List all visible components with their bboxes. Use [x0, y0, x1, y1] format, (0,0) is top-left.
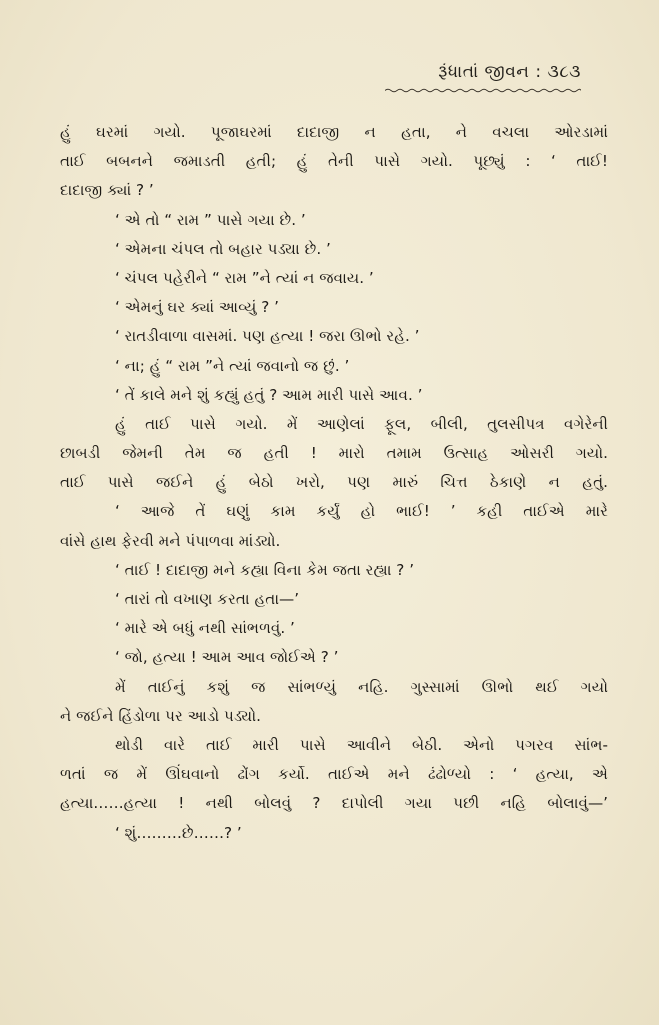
text-line: ‘ ચંપલ પહેરીને “ રામ ”ને ત્યાં ન જવાય. ’ — [115, 268, 374, 287]
text-line: ‘ જો, હત્યા ! આમ આવ જોઈએ ? ’ — [115, 648, 339, 667]
text-line: ‘ તેં કાલે મને શું કહ્યું હતું ? આમ મારી પાસે આવ. ’ — [115, 385, 423, 404]
body-text — [60, 118, 608, 848]
text-line: ‘ તારાં તો વખાણ કરતા હતા—’ — [115, 590, 300, 608]
text-line: છાબડી જેમની તેમ જ હતી ! મારો તમામ ઉત્સાહ ઓસરી ગયો. — [60, 444, 608, 463]
text-line: ‘ એમનું ઘર ક્યાં આવ્યું ? ’ — [115, 298, 280, 317]
text-line: ળતાં જ મેં ઊંઘવાનો ઢોંગ કર્યો. તાઈએ મને ઢંઢોળ્યો : ‘ હત્યા, એ — [60, 765, 608, 784]
text-line: ‘ તાઈ ! દાદાજી મને કહ્યા વિના કેમ જતા રહ્યા ? ’ — [115, 560, 415, 579]
text-line: ને જઈને હિંડોળા પર આડો પડ્યો. — [60, 706, 261, 725]
text-line: હું તાઈ પાસે ગયો. મેં આણેલાં ફૂલ, બીલી, તુલસીપત્ર વગેરેની — [115, 414, 608, 433]
text-line: વાંસે હાથ ફેરવી મને પંપાળવા માંડ્યો. — [60, 531, 281, 550]
text-line: હું ઘરમાં ગયો. પૂજાઘરમાં દાદાજી ન હતા, ને વચલા ઓરડામાં — [60, 123, 608, 141]
text-line: થોડી વારે તાઈ મારી પાસે આવીને બેઠી. એનો પગરવ સાંભ- — [115, 735, 608, 754]
running-head: રૂંધાતાં જીવન : ૩૮૩ — [438, 62, 581, 82]
text-line: ‘ એ તો “ રામ ” પાસે ગયા છે. ’ — [115, 210, 306, 229]
text-line: ‘ શું………છે……? ’ — [115, 823, 242, 842]
text-line: ‘ આજે તેં ઘણું કામ કર્યું હો ભાઈ! ’ કહી તાઈએ મારે — [115, 502, 608, 521]
text-line: ‘ એમના ચંપલ તો બહાર પડ્યા છે. ’ — [115, 239, 331, 258]
text-line: મેં તાઈનું કશું જ સાંભળ્યું નહિ. ગુસ્સામાં ઊભો થઈ ગયો — [115, 677, 608, 696]
text-line: દાદાજી ક્યાં ? ’ — [60, 181, 154, 200]
text-line: હત્યા……હત્યા ! નથી બોલવું ? દાપોલી ગયા પછી નહિ બોલાવું—’ — [60, 794, 608, 813]
text-line: ‘ રાતડીવાળા વાસમાં. પણ હત્યા ! જરા ઊભો રહે. ’ — [115, 327, 420, 346]
text-line: તાઈ બબનને જમાડતી હતી; હું તેની પાસે ગયો. પૂછ્યું : ‘ તાઈ! — [60, 152, 608, 171]
text-line: ‘ ના; હું “ રામ ”ને ત્યાં જવાનો જ છું. ’ — [115, 356, 350, 375]
text-line: તાઈ પાસે જઈને હું બેઠો ખરો, પણ મારું ચિત્ત ઠેકાણે ન હતું. — [60, 473, 608, 492]
wavy-rule-ornament — [385, 88, 581, 93]
text-line: ‘ મારે એ બધું નથી સાંભળવું. ’ — [115, 619, 295, 638]
